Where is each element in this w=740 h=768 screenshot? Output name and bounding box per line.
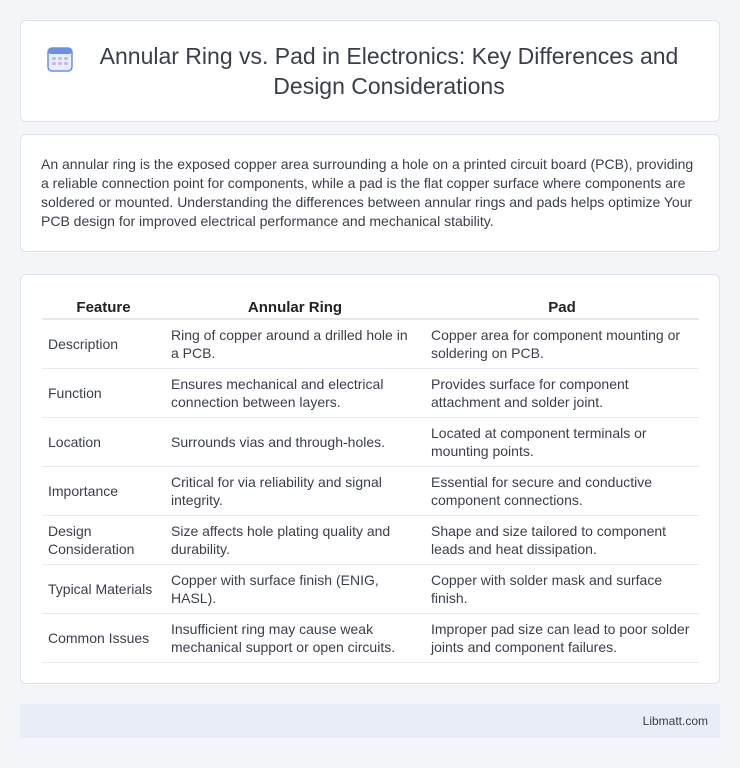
column-header-pad: Pad [425,297,699,319]
pad-cell: Copper with solder mask and surface finish. [425,564,699,613]
feature-cell: Importance [42,466,165,515]
pad-cell: Located at component terminals or mounting points. [425,417,699,466]
feature-cell: Function [42,368,165,417]
feature-cell: Design Consideration [42,515,165,564]
table-row [42,613,699,662]
table-row [42,319,699,368]
table-row [42,515,699,564]
feature-cell: Typical Materials [42,564,165,613]
pad-cell: Essential for secure and conductive component connections. [425,466,699,515]
intro-paragraph: An annular ring is the exposed copper area surrounding a hole on a printed circuit board (PCB), providing a reliable connection point for components, while a pad is the flat copper surface where components are soldered or mounted. Understanding the differences between annular rings and pads helps optimize Your PCB design for improved electrical performance and mechanical stability. [41,156,694,229]
footer [20,704,720,738]
table-row [42,368,699,417]
annular-ring-cell: Surrounds vias and through-holes. [165,417,425,466]
footer-brand-link[interactable]: Libmatt.com [642,714,708,728]
pad-cell: Copper area for component mounting or soldering on PCB. [425,319,699,368]
feature-cell: Common Issues [42,613,165,662]
calendar-icon [46,45,74,73]
table-row [42,466,699,515]
pad-cell: Shape and size tailored to component leads and heat dissipation. [425,515,699,564]
annular-ring-cell: Copper with surface finish (ENIG, HASL). [165,564,425,613]
comparison-card [20,274,720,684]
pad-cell: Improper pad size can lead to poor solder joints and component failures. [425,613,699,662]
page-title: Annular Ring vs. Pad in Electronics: Key Differences and Design Considerations [99,43,679,99]
annular-ring-cell: Ensures mechanical and electrical connection between layers. [165,368,425,417]
comparison-table [42,297,699,663]
feature-cell: Description [42,319,165,368]
feature-cell: Location [42,417,165,466]
annular-ring-cell: Insufficient ring may cause weak mechanical support or open circuits. [165,613,425,662]
column-header-feature: Feature [42,297,165,319]
table-row [42,417,699,466]
annular-ring-cell: Ring of copper around a drilled hole in a PCB. [165,319,425,368]
table-header-row [42,297,699,319]
intro-card [20,134,720,252]
column-header-annular-ring: Annular Ring [165,297,425,319]
pad-cell: Provides surface for component attachment and solder joint. [425,368,699,417]
annular-ring-cell: Critical for via reliability and signal integrity. [165,466,425,515]
table-row [42,564,699,613]
header [45,41,695,101]
annular-ring-cell: Size affects hole plating quality and durability. [165,515,425,564]
header-card [20,20,720,122]
